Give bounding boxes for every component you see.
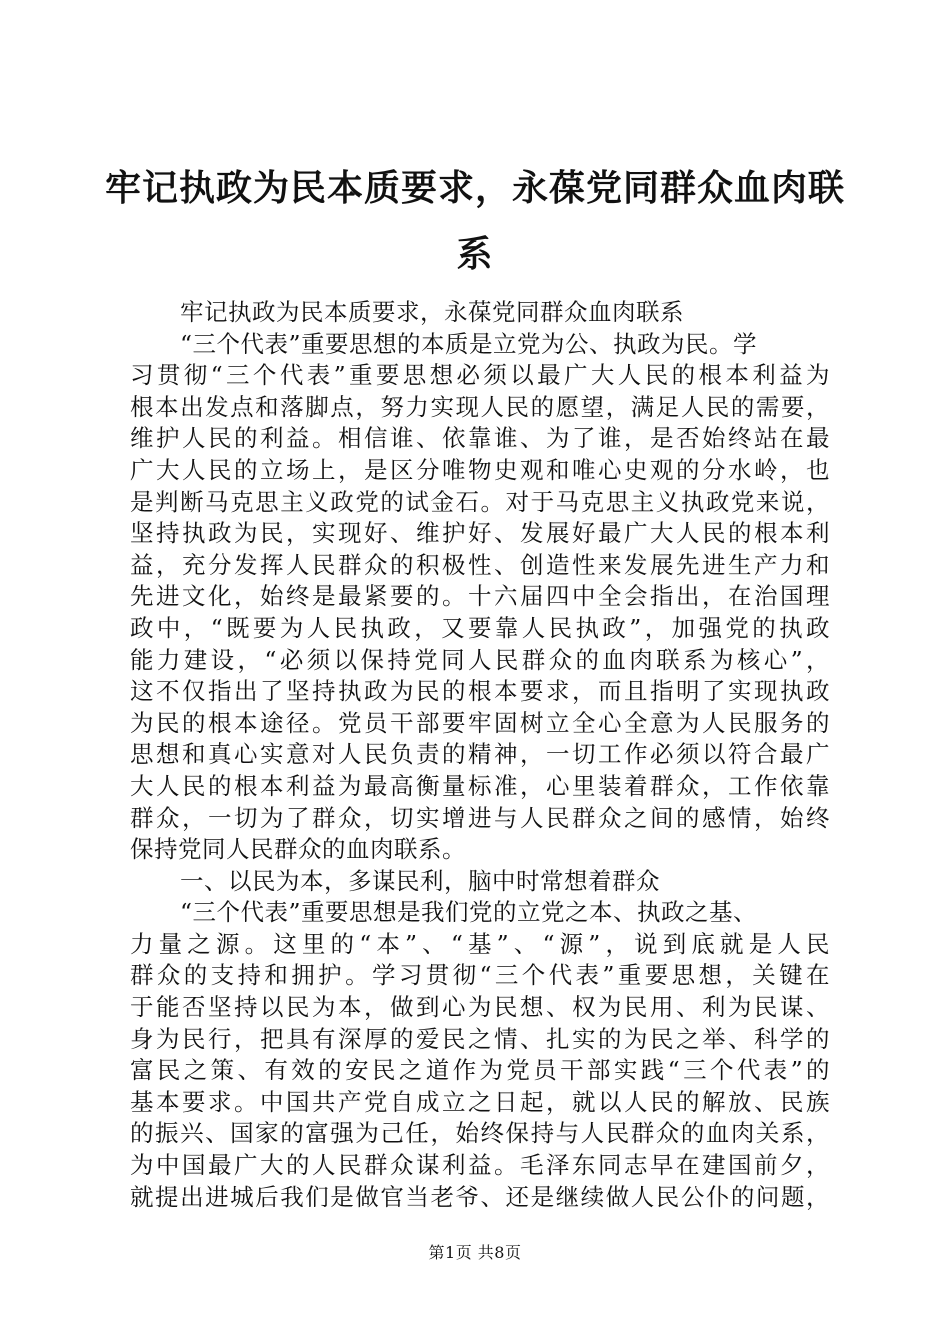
body-line: 能力建设，“必须以保持党同人民群众的血肉联系为核心”，: [130, 645, 830, 674]
body-line: 的振兴、国家的富强为己任，始终保持与人民群众的血肉关系，: [130, 1119, 830, 1148]
body-line: 维护人民的利益。相信谁、依靠谁、为了谁，是否始终站在最: [130, 424, 830, 453]
body-line: 大人民的根本利益为最高衡量标准，心里装着群众，工作依靠: [130, 771, 830, 800]
body-line: 力量之源。这里的“本”、“基”、“源”，说到底就是人民: [130, 929, 830, 958]
body-line: 于能否坚持以民为本，做到心为民想、权为民用、利为民谋、: [130, 993, 830, 1022]
document-body: [130, 297, 830, 1213]
body-line: 身为民行，把具有深厚的爱民之情、扎实的为民之举、科学的: [130, 1024, 830, 1053]
body-line: 广大人民的立场上，是区分唯物史观和唯心史观的分水岭，也: [130, 455, 830, 484]
title-line-2: 系: [456, 233, 494, 275]
body-line: 为民的根本途径。党员干部要牢固树立全心全意为人民服务的: [130, 708, 830, 737]
title-line-1: 牢记执政为民本质要求，永葆党同群众血肉联: [104, 167, 845, 209]
body-line: 思想和真心实意对人民负责的精神，一切工作必须以符合最广: [130, 740, 830, 769]
body-line: “三个代表”重要思想的本质是立党为公、执政为民。学: [180, 329, 758, 358]
body-line: 就提出进城后我们是做官当老爷、还是继续做人民公仆的问题，: [130, 1182, 830, 1211]
body-line: 群众的支持和拥护。学习贯彻“三个代表”重要思想，关键在: [130, 961, 830, 990]
body-line: 根本出发点和落脚点，努力实现人民的愿望，满足人民的需要，: [130, 392, 830, 421]
body-line: 为中国最广大的人民群众谋利益。毛泽东同志早在建国前夕，: [130, 1151, 830, 1180]
body-line: 这不仅指出了坚持执政为民的根本要求，而且指明了实现执政: [130, 677, 830, 706]
body-line: 益，充分发挥人民群众的积极性、创造性来发展先进生产力和: [130, 550, 830, 579]
body-line: 基本要求。中国共产党自成立之日起，就以人民的解放、民族: [130, 1087, 830, 1116]
section-heading: 一、以民为本，多谋民利，脑中时常想着群众: [180, 866, 660, 895]
page-number: 第1页 共8页: [428, 1243, 522, 1262]
body-line: “三个代表”重要思想是我们党的立党之本、执政之基、: [180, 898, 758, 927]
body-line: 富民之策、有效的安民之道作为党员干部实践“三个代表”的: [130, 1056, 830, 1085]
body-line: 群众，一切为了群众，切实增进与人民群众之间的感情，始终: [130, 803, 830, 832]
body-line: 是判断马克思主义政党的试金石。对于马克思主义执政党来说，: [130, 487, 830, 516]
body-line: 政中，“既要为人民执政，又要靠人民执政”，加强党的执政: [130, 613, 830, 642]
body-line: 牢记执政为民本质要求，永葆党同群众血肉联系: [180, 298, 684, 326]
body-line: 坚持执政为民，实现好、维护好、发展好最广大人民的根本利: [130, 519, 830, 548]
body-line: 先进文化，始终是最紧要的。十六届四中全会指出，在治国理: [130, 582, 830, 611]
body-line: 保持党同人民群众的血肉联系。: [130, 835, 466, 864]
body-line: 习贯彻“三个代表”重要思想必须以最广大人民的根本利益为: [130, 361, 830, 390]
document-title: [100, 155, 850, 287]
